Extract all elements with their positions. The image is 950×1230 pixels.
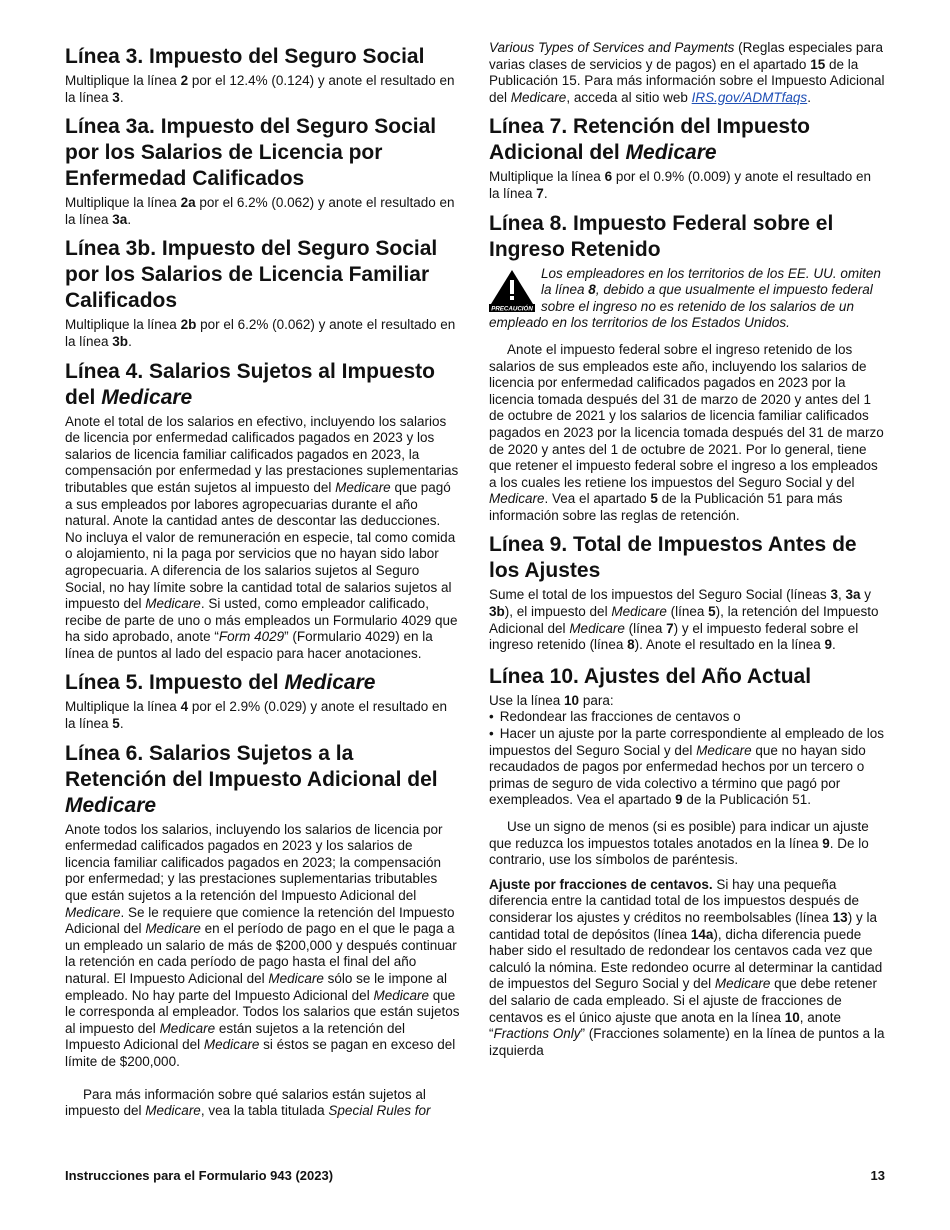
- list-item: • Redondear las fracciones de centavos o: [489, 709, 885, 726]
- heading-line-4: Línea 4. Salarios Sujetos al Impuesto del Medicare: [65, 359, 435, 409]
- text-line-3a: Multiplique la línea 2a por el 6.2% (0.062) y anote el resultado en la línea 3a.: [65, 195, 455, 227]
- text-line-4: Anote el total de los salarios en efectivo, incluyendo los salarios de licencia por enfermedad calificados pagados en 2023 y los salarios de licencia familiar calificados pagados en 2023, la compensación por enfermedad y las prestaciones suplementarias tributables que están sujetos al impuesto del Medicare que pagó a sus empleados por labores agropecuarias durante el año natural. Anote la cantidad antes de descontar las deducciones. No incluya el valor de remuneración en especie, tal como comida o alojamiento, ni la paga por servicios que no hayan sido labor agropecuaria. A diferencia de los salarios sujetos al Seguro Social, no hay límite sobre la cantidad total de salarios sujetos al impuesto del Medicare. Si usted, como empleador calificado, recibe de parte de uno o más empleados un Formulario 4029 que ha sido aprobado, anote “Form 4029” (Formulario 4029) en la línea de puntos al lado del espacio para hacer anotaciones.: [65, 413, 459, 661]
- text-line-3: Multiplique la línea 2 por el 12.4% (0.124) y anote el resultado en la línea 3.: [65, 73, 455, 105]
- caution-note: [489, 266, 885, 332]
- text-line-7: Multiplique la línea 6 por el 0.9% (0.009) y anote el resultado en la línea 7.: [489, 169, 872, 201]
- caution-text: Los empleadores en los territorios de los EE. UU. omiten la línea 8, debido a que usualmente el impuesto federal sobre el ingreso no es retenido de los salarios de un empleado en los territorios de los Estados Unidos.: [489, 265, 881, 331]
- heading-line-9: Línea 9. Total de Impuestos Antes de los Ajustes: [489, 533, 857, 583]
- text-line-8: Anote el impuesto federal sobre el ingreso retenido de los salarios de sus empleados este año, incluyendo los salarios de licencia por enfermedad calificados pagados en 2023 por la licencia tomada después del 31 de marzo de 2020 y antes del 1 de octubre de 2021 y los salarios de licencia familiar calificados pagados en 2023 por la licencia tomada después del 31 de marzo de 2020 y antes del 1 de octubre de 2021. Por lo general, tiene que retener el impuesto federal sobre el ingreso a los empleados a los cuales les retiene los impuestos del Seguro Social y del Medicare. Vea el apartado 5 de la Publicación 51 para más información sobre las reglas de retención.: [489, 341, 884, 523]
- text-line-10: Use la línea 10 para:: [489, 692, 614, 708]
- heading-line-5: Línea 5. Impuesto del Medicare: [65, 671, 376, 695]
- page-number: 13: [870, 1168, 885, 1183]
- caution-label: PRECAUCIÓN: [491, 305, 533, 312]
- irs-admtfaqs-link[interactable]: IRS.gov/ADMTfaqs: [691, 89, 808, 105]
- text-line-3b: Multiplique la línea 2b por el 6.2% (0.062) y anote el resultado en la línea 3b.: [65, 317, 456, 349]
- caution-icon: [489, 268, 535, 312]
- heading-line-3a: Línea 3a. Impuesto del Seguro Social por los Salarios de Licencia por Enfermedad Calificados: [65, 115, 437, 191]
- text-line-6-more-info: Para más información sobre qué salarios están sujetos al impuesto del Medicare, vea la tabla titulada Special Rules for: [65, 1086, 431, 1119]
- heading-line-3b: Línea 3b. Impuesto del Seguro Social por los Salarios de Licencia Familiar Calificados: [65, 237, 438, 313]
- text-line-6-continued: Various Types of Services and Payments (Reglas especiales para varias clases de servicios y de pagos) en el apartado 15 de la Publicación 15. Para más información sobre el Impuesto Adicional del Medicare, acceda al sitio web IRS.gov/ADMTfaqs.: [489, 40, 885, 105]
- heading-line-8: Línea 8. Impuesto Federal sobre el Ingreso Retenido: [489, 211, 834, 261]
- right-column: [489, 40, 885, 1067]
- text-fraction-adjustment: Ajuste por fracciones de centavos. Si hay una pequeña diferencia entre la cantidad total de los impuestos después de considerar los ajustes y créditos no reembolsables (línea 13) y la cantidad total de depósitos (línea 14a), dicha diferencia puede haber sido el resultado de redondear los centavos cada vez que calculó la nómina. Este redondeo ocurre al determinar la cantidad de impuestos del Seguro Social y del Medicare que debe retener del salario de cada empleado. Si el ajuste de fracciones de centavos es el único ajuste que anota en la línea 10, anote “Fractions Only” (Fracciones solamente) en la línea de puntos a la izquierda: [489, 876, 885, 1058]
- page-footer: [65, 1168, 885, 1183]
- heading-line-7: Línea 7. Retención del Impuesto Adicional del Medicare: [489, 115, 810, 165]
- heading-line-10: Línea 10. Ajustes del Año Actual: [489, 664, 812, 688]
- text-line-10-sign: Use un signo de menos (si es posible) para indicar un ajuste que reduzca los impuestos totales anotados en la línea 9. De lo contrario, use los símbolos de paréntesis.: [489, 819, 869, 868]
- text-line-5: Multiplique la línea 4 por el 2.9% (0.029) y anote el resultado en la línea 5.: [65, 699, 448, 732]
- heading-line-6: Línea 6. Salarios Sujetos a la Retención del Impuesto Adicional del Medicare: [65, 741, 438, 817]
- footer-title: Instrucciones para el Formulario 943 (2023): [65, 1168, 334, 1183]
- text-line-9: Sume el total de los impuestos del Seguro Social (líneas 3, 3a y 3b), el impuesto del Medicare (línea 5), la retención del Impuesto Adicional del Medicare (línea 7) y el impuesto federal sobre el ingreso retenido (línea 8). Anote el resultado en la línea 9.: [489, 587, 879, 653]
- list-item: • Hacer un ajuste por la parte correspondiente al empleado de los impuestos del Seguro Social y del Medicare que no hayan sido recaudados de pagos por enfermedad hechos por un tercero o primas de seguro de vida colectivo a término que pagó por exempleados. Vea el apartado 9 de la Publicación 51.: [489, 726, 885, 809]
- heading-line-3: Línea 3. Impuesto del Seguro Social: [65, 45, 425, 68]
- text-line-6: Anote todos los salarios, incluyendo los salarios de licencia por enfermedad calificados pagados en 2023 y los salarios de licencia familiar calificados pagados en 2023; la compensación por enfermedad; y las prestaciones suplementarias tributables que están sujetos a la retención del Impuesto Adicional del Medicare. Se le requiere que comience la retención del Impuesto Adicional del Medicare en el período de pago en el que le paga a un empleado un salario de más de $200,000 y después continuar la retención en cada período de pago hasta el final del año natural. El Impuesto Adicional del Medicare sólo se le impone al empleado. No hay parte del Impuesto Adicional del Medicare que le corresponda al empleador. Todos los salarios que están sujetos al impuesto del Medicare están sujetos a la retención del Impuesto Adicional del Medicare si éstos se pagan en exceso del límite de $200,000.: [65, 821, 460, 1069]
- adjustment-list: [489, 709, 885, 809]
- left-column: [65, 40, 460, 1128]
